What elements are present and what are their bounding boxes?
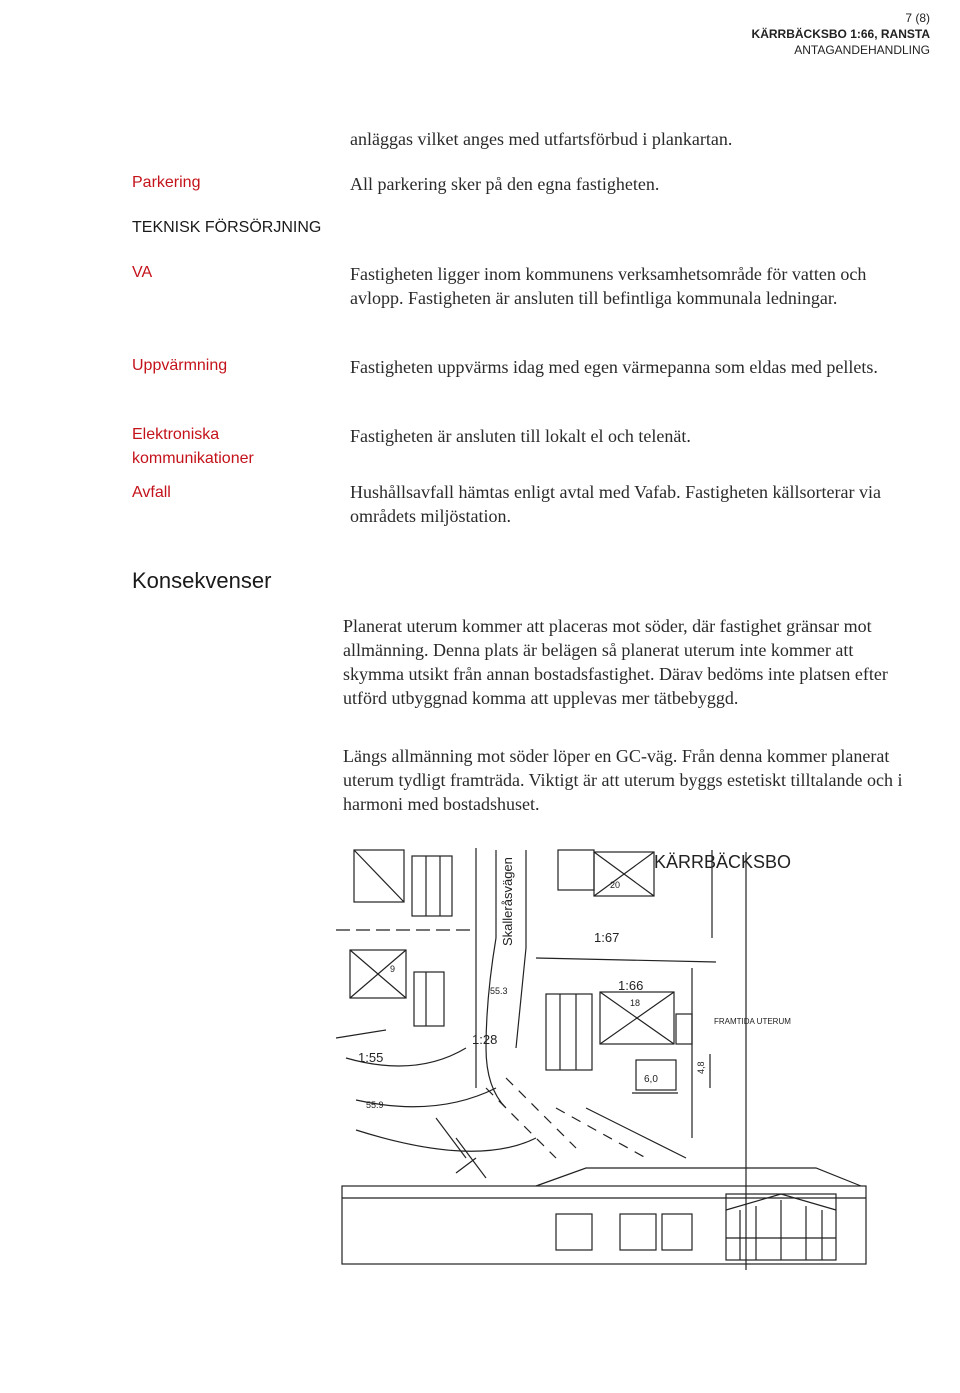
va-text: Fastigheten ligger inom kommunens verksamhetsområde för vatten och avlopp. Fastigheten är ansluten till befintliga kommunala ledningar.	[350, 264, 867, 308]
map-lot-1-28: 1:28	[472, 1032, 498, 1047]
map-lot-1-66: 1:66	[618, 978, 644, 993]
map-dimension-width: 6,0	[644, 1074, 658, 1085]
elektronik-text: Fastigheten är ansluten till lokalt el och telenät.	[350, 426, 691, 446]
map-number-18: 18	[630, 998, 641, 1008]
parkering-label: Parkering	[132, 174, 201, 191]
continuation-text: anläggas vilket anges med utfartsförbud i plankartan.	[350, 129, 733, 149]
project-name: KÄRRBÄCKSBO 1:66, RANSTA	[751, 27, 930, 41]
map-lot-1-55: 1:55	[358, 1050, 384, 1065]
page-number: 7 (8)	[905, 11, 930, 25]
konsekvenser-paragraph-1: Planerat uterum kommer att placeras mot söder, där fastighet gränsar mot allmänning. Denna plats är belägen så planerat uterum inte kommer att skymma utsikt från annan bostadsfastighet. Därav bedöms inte platsen efter utförd utbyggnad komma att upplevas mer tätbebyggd.	[343, 616, 888, 708]
avfall-label: Avfall	[132, 484, 171, 501]
map-street-label: Skalleråsvägen	[500, 857, 515, 946]
uppvarmning-label: Uppvärmning	[132, 357, 228, 374]
site-plan-figure	[336, 838, 876, 1270]
konsekvenser-paragraph-2: Längs allmänning mot söder löper en GC-väg. Från denna kommer planerat uterum tydligt framträda. Viktigt är att uterum byggs estetiskt tilltalande och i harmoni med bostadshuset.	[343, 746, 903, 814]
parkering-text: All parkering sker på den egna fastigheten.	[350, 174, 660, 194]
konsekvenser-heading: Konsekvenser	[132, 568, 272, 593]
page-header	[752, 10, 930, 58]
map-number-55-9: 55.9	[366, 1100, 384, 1110]
va-label: VA	[132, 264, 153, 281]
map-number-55-3: 55.3	[490, 986, 508, 996]
teknisk-forsorjning-heading: TEKNISK FÖRSÖRJNING	[132, 219, 322, 236]
map-uterum-label: FRAMTIDA UTERUM	[714, 1017, 791, 1026]
uppvarmning-text: Fastigheten uppvärms idag med egen värmepanna som eldas med pellets.	[350, 357, 878, 377]
map-place-label: KÄRRBÄCKSBO	[654, 852, 792, 872]
map-lot-1-67: 1:67	[594, 930, 620, 945]
map-number-20: 20	[610, 880, 621, 890]
map-number-9: 9	[390, 964, 396, 974]
map-dimension-height: 4,8	[696, 1061, 706, 1074]
elektronik-label-line1: Elektroniska	[132, 426, 220, 443]
elektronik-label-line2: kommunikationer	[132, 450, 254, 467]
avfall-text: Hushållsavfall hämtas enligt avtal med Vafab. Fastigheten källsorterar via områdets miljöstation.	[350, 482, 882, 526]
site-plan-drawing	[336, 838, 876, 1270]
elektronik-label	[132, 423, 254, 471]
document-stage: ANTAGANDEHANDLING	[794, 43, 930, 57]
